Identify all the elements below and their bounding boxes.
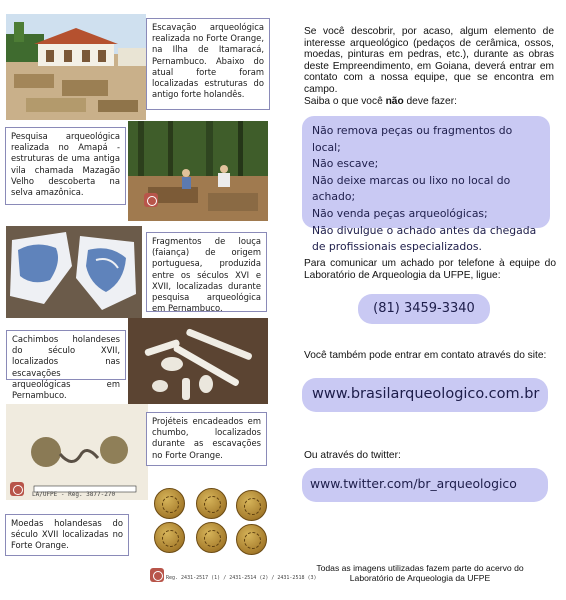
dont-item: Não venda peças arqueológicas; [312,206,488,220]
caption-fort-excavation: Escavação arqueológica realizada no Forte Orange, na Ilha de Itamaracá, Pernambuco. Abaixo do atual forte foram localizadas estruturas do antigo forte holandês. [146,18,270,110]
twitter-link[interactable]: www.twitter.com/br_arqueologico [302,468,548,502]
coin-reg-label: Reg. 2431-2517 (1) / 2431-2514 (2) / 2431-2518 (3) [166,575,317,581]
dont-item: Não remova peças ou fragmentos do local; [312,124,513,154]
dont-item: Não deixe marcas ou lixo no local do achado; [312,173,511,204]
twitter-intro: Ou através do twitter: [304,450,401,461]
phone-intro: Para comunicar um achado por telefone à equipe do Laboratório de Arqueologia da UFPE, ligue: [304,258,556,281]
dutch-coins-photo [148,484,272,584]
know-line: Saiba o que você não deve fazer: [304,95,457,107]
projectiles-photo [6,404,148,500]
caption-faience: Fragmentos de louça (faiança) de origem portuguesa, produzida entre os séculos XVI e XVII, localizadas durante pesquisa arqueológica em Pernambuco. [146,232,267,312]
fort-excavation-photo [6,14,146,120]
dont-item: Não escave; [312,157,379,171]
caption-pipes: Cachimbos holandeses do século XVII, localizados nas escavações arqueológicas em Pernambuco. [6,330,126,380]
intro-paragraph [304,26,554,107]
caption-coins: Moedas holandesas do século XVII localizadas no Forte Orange. [5,514,129,556]
faience-fragments-photo [6,226,142,318]
website-link[interactable]: www.brasilarqueologico.com.br [302,378,548,412]
lab-stamp-icon-3 [150,568,164,582]
phone-number[interactable]: (81) 3459-3340 [358,294,490,324]
lab-stamp-icon [144,193,158,207]
footer-credit: Todas as imagens utilizadas fazem parte do acervo do Laboratório de Arqueologia da UFPE [316,563,524,584]
caption-amapa: Pesquisa arqueológica realizada no Amapá - estruturas de uma antiga vila chamada Mazagão Velho descoberta na selva amazônica. [5,127,126,205]
intro-text: Se você descobrir, por acaso, algum elemento de interesse arqueológico (pedaços de cerâmica, ossos, moedas, pinturas em pedras, etc.), durante as obras deste Empreendimento, em Goiana, deverá entrar em contato com a nossa equipe, que se encontra em campo. [304,26,554,95]
site-intro: Você também pode entrar em contato através do site: [304,350,547,361]
lab-stamp-icon-2 [10,482,24,496]
dont-item: Não divulgue o achado antes da chegada de profissionais especializados. [312,223,537,254]
donts-box [302,116,550,254]
artifact-reg-label: LA/UFPE - Reg. 3877-270 [32,491,116,498]
caption-projectiles: Projéteis encadeados em chumbo, localizados durante as escavações no Forte Orange. [146,412,267,466]
dutch-pipes-photo [128,318,268,404]
